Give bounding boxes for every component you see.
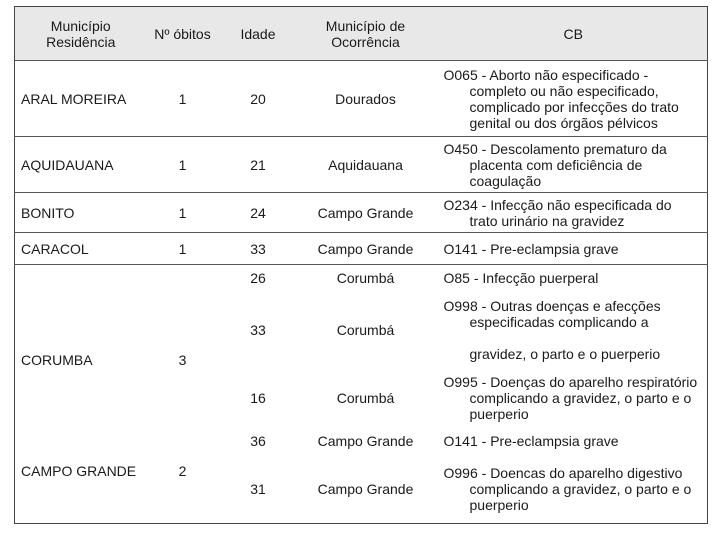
cell-obitos: 3 [145, 265, 221, 455]
cell-cb [436, 61, 708, 137]
header-cb: CB [436, 7, 708, 61]
cb-text: O85 - Infecção puerperal [443, 269, 599, 286]
table-row [15, 455, 708, 524]
header-municipio-residencia: Município Residência [15, 7, 145, 61]
cell-idade: 24 [221, 193, 296, 233]
cb-text: O234 - Infecção não especificada do trato urinário na gravidez [443, 196, 672, 229]
cb-text-continued: gravidez, o parto e o puerperio [469, 345, 661, 362]
cell-ocorrencia: Aquidauana [296, 137, 436, 193]
cell-idade: 16 [250, 389, 266, 406]
cell-idade: 33 [250, 321, 266, 338]
header-idade: Idade [221, 7, 296, 61]
cell-cb [436, 369, 708, 427]
cb-text: O996 - Doencas do aparelho digestivo complicando a gravidez, o parto e o puerperio [443, 464, 692, 513]
cell-cb [436, 427, 708, 455]
cell-residencia: BONITO [15, 193, 145, 233]
cell-ocorrencia: Corumbá [336, 321, 395, 338]
cell-obitos: 1 [145, 193, 221, 233]
cell-cb [436, 137, 708, 193]
table-row [15, 233, 708, 265]
cb-text: O141 - Pre-eclampsia grave [443, 240, 619, 257]
cell-ocorrencia: Campo Grande [317, 432, 414, 449]
table-row [15, 137, 708, 193]
cell-idade: 21 [221, 137, 296, 193]
table-row [15, 193, 708, 233]
header-n-obitos: Nº óbitos [145, 7, 221, 61]
cell-idade: 26 [221, 265, 296, 291]
cb-text: O450 - Descolamento prematuro da placenta com deficiência de coagulação [443, 140, 667, 189]
deaths-table [14, 6, 708, 524]
cell-obitos: 1 [145, 61, 221, 137]
cb-text: O141 - Pre-eclampsia grave [443, 432, 619, 449]
cell-ocorrencia: Corumbá [296, 265, 436, 291]
cell-ocorrencia: Campo Grande [296, 193, 436, 233]
cell-idade: 36 [250, 432, 266, 449]
cell-cb [436, 455, 708, 524]
cell-cb [436, 291, 708, 369]
cell-cb [436, 193, 708, 233]
cell-cb [436, 233, 708, 265]
cell-ocorrencia: Campo Grande [317, 480, 414, 497]
cell-ocorrencia: Campo Grande [296, 233, 436, 265]
cell-idade: 33 [221, 233, 296, 265]
table-row [15, 61, 708, 137]
cb-text: O995 - Doenças do aparelho respiratório complicando a gravidez, o parto e o puerperio [443, 373, 698, 422]
cell-residencia: CARACOL [15, 233, 145, 265]
cell-residencia: CAMPO GRANDE [21, 462, 137, 479]
cell-cb [436, 265, 708, 291]
header-municipio-ocorrencia: Município de Ocorrência [296, 7, 436, 61]
cell-ocorrencia: Corumbá [336, 389, 395, 406]
cell-residencia: CORUMBA [15, 265, 145, 455]
cell-obitos: 1 [145, 233, 221, 265]
cb-gap [444, 330, 704, 346]
cell-idade: 20 [221, 61, 296, 137]
cell-ocorrencia: Dourados [296, 61, 436, 137]
cell-residencia: ARAL MOREIRA [15, 61, 145, 137]
cell-idade: 31 [250, 480, 266, 497]
cell-obitos: 1 [145, 137, 221, 193]
cell-residencia: AQUIDAUANA [15, 137, 145, 193]
cb-text: O998 - Outras doenças e afecções especificadas complicando a [443, 297, 661, 330]
cell-obitos: 2 [178, 462, 187, 479]
cb-text: O065 - Aborto não especificado - completo ou não especificado, complicado por infecções do trato genital ou dos órgãos pélvicos [443, 66, 679, 131]
table-row [15, 265, 708, 291]
header-row [15, 7, 708, 61]
